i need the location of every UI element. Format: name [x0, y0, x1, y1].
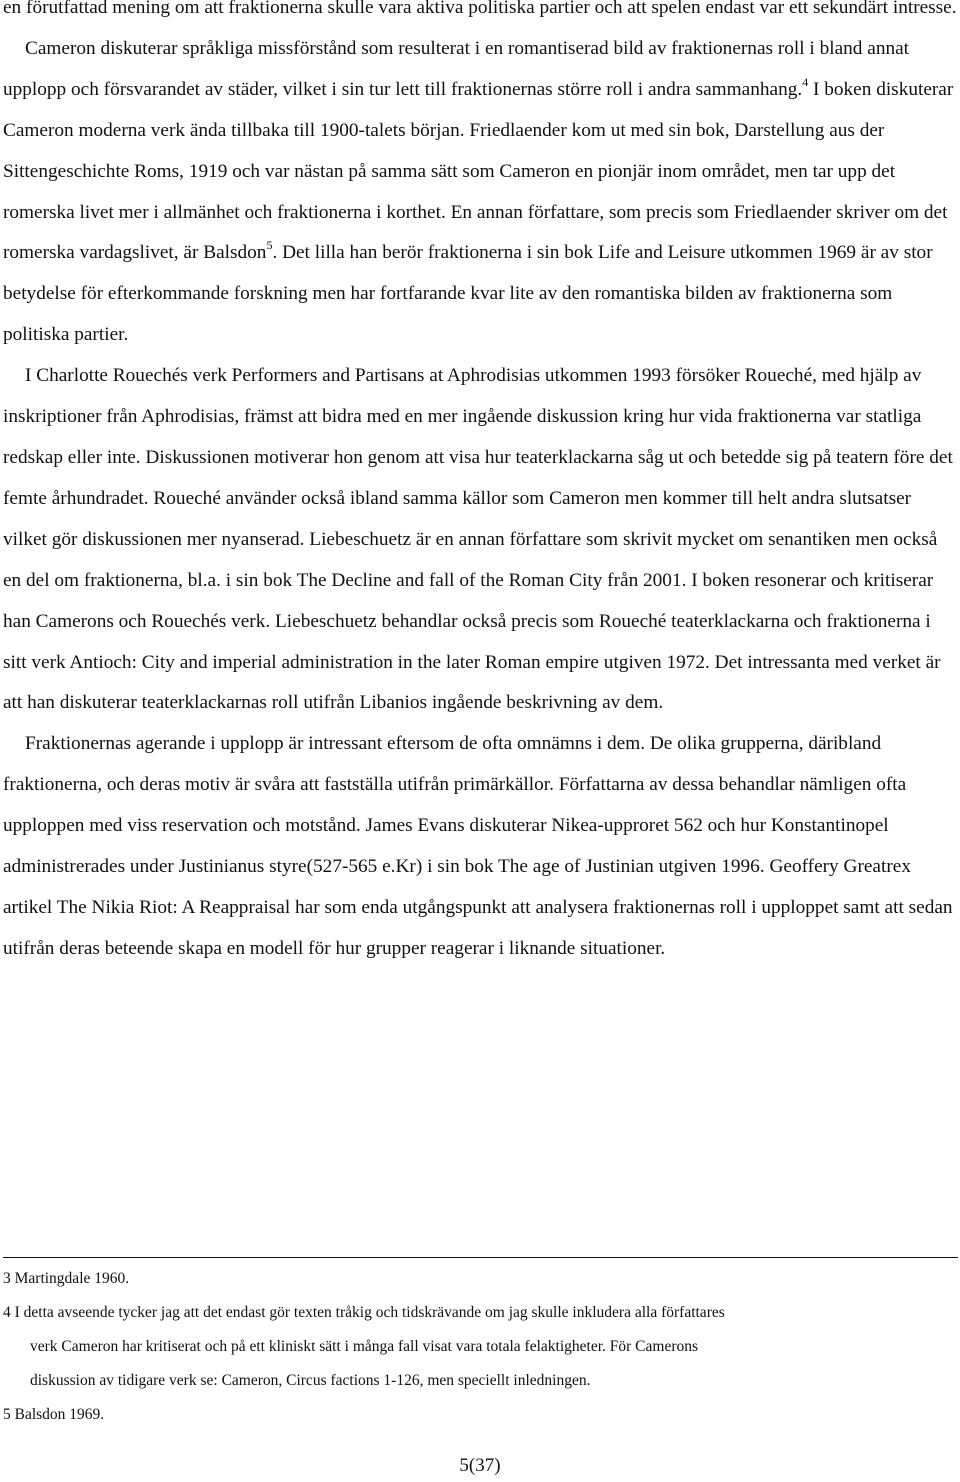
footnote-separator — [3, 1257, 958, 1258]
paragraph-2-text-c: . Det lilla han berör fraktionerna i sin bok Life and Leisure utkommen 1969 är av stor betydelse för efterkommande forskning men har fortfarande kvar lite av den romantiska bilden av fraktionerna som politiska partier. — [3, 242, 933, 346]
paragraph-1-text: en förutfattad mening om att fraktionerna skulle vara aktiva politiska partier och att spelen endast var ett sekundärt intresse. — [3, 0, 957, 18]
body-text — [3, 0, 957, 970]
paragraph-3: I Charlotte Rouechés verk Performers and Partisans at Aphrodisias utkommen 1993 försöker Roueché, med hjälp av inskriptioner från Aphrodisias, främst att bidra med en mer ingående diskussion kring hur vida fraktionerna var statliga redskap eller inte. Diskussionen motiverar hon genom att visa hur teaterklackarna såg ut och betedde sig på teatern före det femte århundradet. Roueché använder också ibland samma källor som Cameron men kommer till helt andra slutsatser vilket gör diskussionen mer nyanserad. Liebeschuetz är en annan författare som skrivit mycket om senantiken men också en del om fraktionerna, bl.a. i sin bok The Decline and fall of the Roman City från 2001. I boken resonerar och kritiserar han Camerons och Rouechés verk. Liebeschuetz behandlar också precis som Roueché teaterklackarna och fraktionerna i sitt verk Antioch: City and imperial administration in the later Roman empire utgiven 1972. Det intressanta med verket är att han diskuterar teaterklackarnas roll utifrån Libanios ingående beskrivning av dem. — [3, 365, 953, 714]
footnotes — [3, 1262, 957, 1432]
footnote-4-continued-1: verk Cameron har kritiserat och på ett kliniskt sätt i många fall visat vara totala felaktigheter. För Camerons — [30, 1338, 699, 1355]
paragraph-2-text-b: I boken diskuterar Cameron moderna verk ända tillbaka till 1900-talets början. Friedlaender kom ut med sin bok, Darstellung aus der Sittengeschichte Roms, 1919 och var nästan på samma sätt som Cameron en pionjär inom området, men tar upp det romerska livet mer i allmänhet och fraktionerna i korthet. En annan författare, som precis som Friedlaender skriver om det romerska vardagslivet, är Balsdon — [3, 78, 954, 264]
paragraph-2-text-a: Cameron diskuterar språkliga missförstånd som resulterat i en romantiserad bild av fraktionernas roll i bland annat upplopp och försvarandet av städer, vilket i sin tur lett till fraktionernas större roll i andra sammanhang. — [3, 37, 910, 100]
footnote-4-continued-2: diskussion av tidigare verk se: Cameron, Circus factions 1-126, men speciellt inledningen. — [30, 1372, 591, 1389]
paragraph-4: Fraktionernas agerande i upplopp är intressant eftersom de ofta omnämns i dem. De olika grupperna, däribland fraktionerna, och deras motiv är svåra att fastställa utifrån primärkällor. Författarna av dessa behandlar nämligen ofta upploppen med viss reservation och motstånd. James Evans diskuterar Nikea-upproret 562 och hur Konstantinopel administrerades under Justinianus styre(527-565 e.Kr) i sin bok The age of Justinian utgiven 1996. Geoffery Greatrex artikel The Nikia Riot: A Reappraisal har som enda utgångspunkt att analysera fraktionernas roll i upploppet samt att sedan utifrån deras beteende skapa en modell för hur grupper reagerar i liknande situationer. — [3, 733, 953, 959]
footnote-5: 5 Balsdon 1969. — [3, 1406, 105, 1423]
footnote-4: 4 I detta avseende tycker jag att det endast gör texten tråkig och tidskrävande om jag skulle inkludera alla författares — [3, 1304, 725, 1321]
footnote-ref-4[interactable]: 4 — [802, 74, 809, 89]
paragraph-2 — [3, 29, 957, 356]
footnote-ref-5[interactable]: 5 — [266, 238, 273, 253]
page-number: 5(37) — [459, 1455, 501, 1476]
footnote-3: 3 Martingdale 1960. — [3, 1270, 130, 1287]
paragraph-1 — [3, 0, 957, 29]
